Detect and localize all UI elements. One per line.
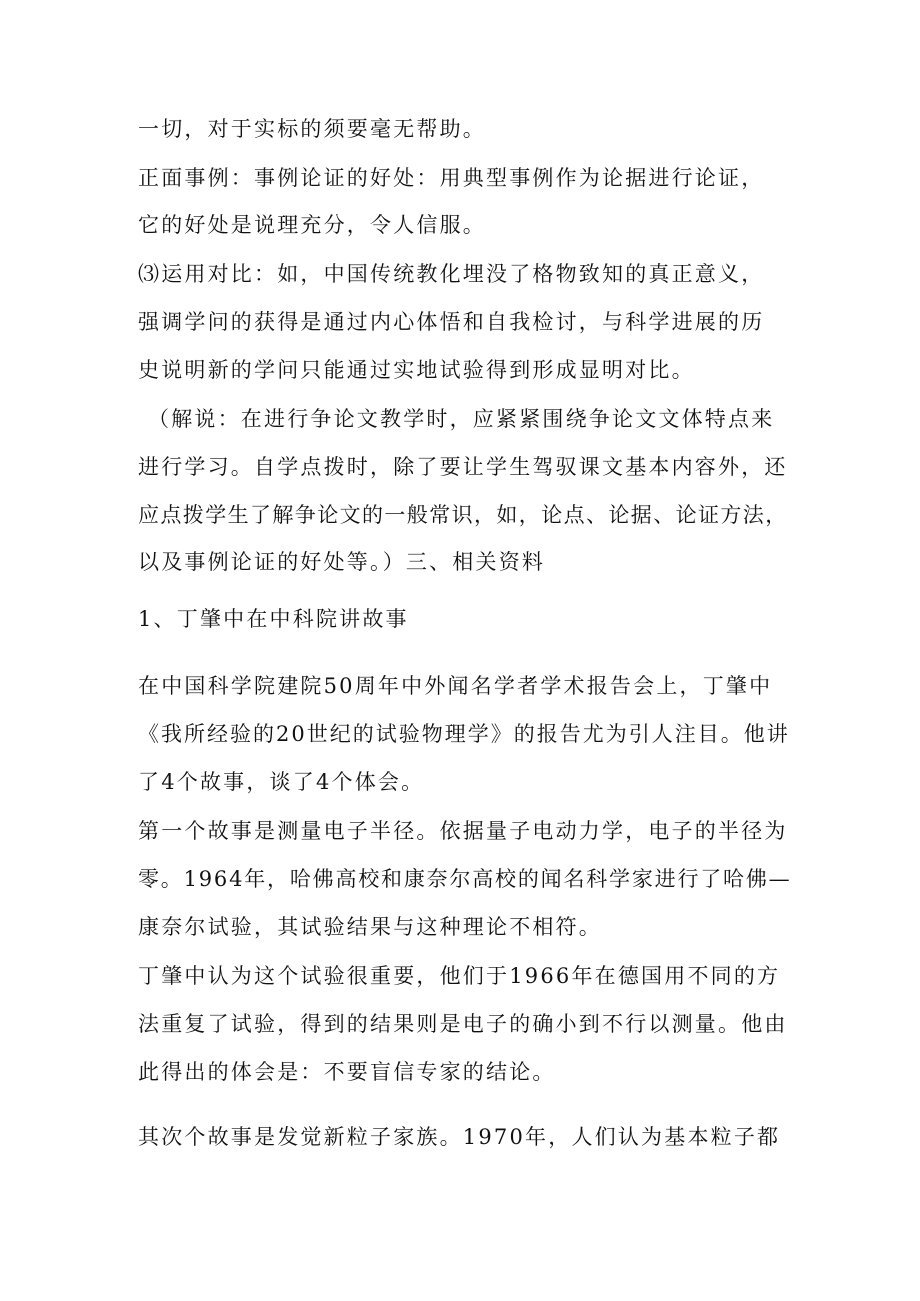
paragraph-line: ⑶运用对比：如，中国传统教化埋没了格物致知的真正意义， <box>138 262 765 286</box>
paragraph-line: 它的好处是说理充分，令人信服。 <box>138 213 486 237</box>
paragraph-line: 进行学习。自学点拨时，除了要让学生驾驭课文基本内容外，还 <box>138 455 788 479</box>
paragraph-line: （解说：在进行争论文教学时，应紧紧围绕争论文文体特点来 <box>148 407 775 431</box>
paragraph-line: 正面事例：事例论证的好处：用典型事例作为论据进行论证， <box>138 166 765 190</box>
paragraph-line: 史说明新的学问只能通过实地试验得到形成显明对比。 <box>138 358 695 382</box>
paragraph-line: 丁肇中认为这个试验很重要，他们于1966年在德国用不同的方 <box>138 964 781 988</box>
paragraph-line: 强调学问的获得是通过内心体悟和自我检讨，与科学进展的历 <box>138 310 765 334</box>
paragraph-line: 了4个故事，谈了4个体会。 <box>138 770 425 794</box>
paragraph-line: 康奈尔试验，其试验结果与这种理论不相符。 <box>138 915 602 939</box>
paragraph-line: 以及事例论证的好处等。）三、相关资料 <box>138 550 546 574</box>
paragraph-line: 在中国科学院建院50周年中外闻名学者学术报告会上，丁肇中 <box>138 674 773 698</box>
paragraph-line: 《我所经验的20世纪的试验物理学》的报告尤为引人注目。他讲 <box>138 722 790 746</box>
paragraph-line: 其次个故事是发觉新粒子家族。1970年，人们认为基本粒子都 <box>138 1125 781 1149</box>
paragraph-line: 应点拨学生了解争论文的一般常识，如，论点、论据、论证方法， <box>138 503 788 527</box>
paragraph-line: 一切，对于实标的须要毫无帮助。 <box>138 117 486 141</box>
paragraph-line: 零。1964年，哈佛高校和康奈尔高校的闻名科学家进行了哈佛— <box>138 867 792 891</box>
paragraph-line: 此得出的体会是：不要盲信专家的结论。 <box>138 1060 556 1084</box>
paragraph-line: 第一个故事是测量电子半径。依据量子电动力学，电子的半径为 <box>138 819 788 843</box>
paragraph-line: 法重复了试验，得到的结果则是电子的确小到不行以测量。他由 <box>138 1012 788 1036</box>
section-heading: 1、丁肇中在中科院讲故事 <box>138 607 409 631</box>
